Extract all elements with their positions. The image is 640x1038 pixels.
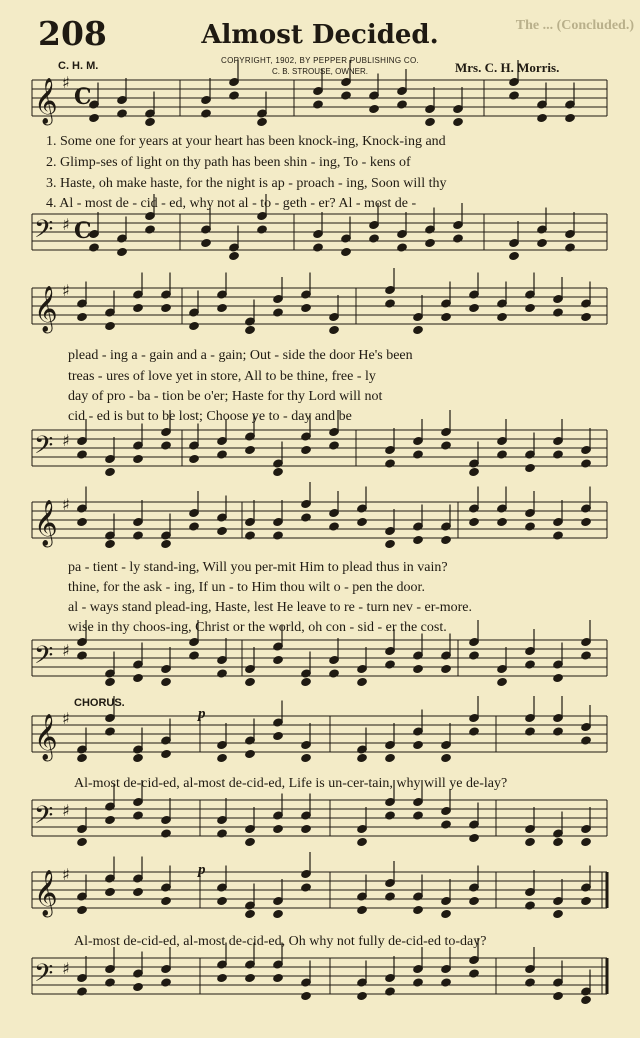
notehead: [357, 753, 368, 762]
notehead: [441, 441, 452, 450]
notehead: [301, 513, 312, 522]
notehead: [441, 820, 452, 829]
notehead: [105, 887, 116, 896]
notehead: [245, 677, 256, 686]
hymn-number: 208: [38, 14, 107, 53]
notehead: [329, 325, 340, 334]
notehead: [385, 660, 396, 669]
notehead: [133, 531, 144, 540]
notehead: [469, 969, 480, 978]
notehead: [161, 978, 172, 987]
notehead: [509, 91, 520, 100]
chorus-line-1: Al-most de-cid-ed, al-most de-cid-ed, Life is un-cer-tain, why will ye de-lay?: [74, 776, 508, 791]
notehead: [357, 517, 368, 526]
notehead: [525, 727, 536, 736]
notehead: [313, 243, 324, 252]
notehead: [385, 299, 396, 308]
notehead: [245, 531, 256, 540]
notehead: [189, 522, 200, 531]
notehead: [329, 669, 340, 678]
chorus-label: CHORUS.: [74, 697, 125, 709]
notehead: [553, 531, 564, 540]
notehead: [453, 234, 464, 243]
key-signature-sharp-icon: ♯: [62, 495, 70, 514]
notehead: [581, 312, 592, 321]
key-signature-sharp-icon: ♯: [62, 73, 70, 92]
key-signature-sharp-icon: ♯: [62, 959, 70, 978]
treble-clef-icon: 𝄞: [34, 714, 58, 760]
notehead: [413, 740, 424, 749]
notehead: [217, 896, 228, 905]
notehead: [469, 727, 480, 736]
treble-clef-icon: 𝄞: [34, 286, 58, 332]
notehead: [245, 445, 256, 454]
notehead: [469, 896, 480, 905]
notehead: [413, 664, 424, 673]
notehead: [369, 234, 380, 243]
key-signature-sharp-icon: ♯: [62, 641, 70, 660]
notehead: [581, 896, 592, 905]
notehead: [117, 109, 128, 118]
notehead: [413, 535, 424, 544]
notehead: [413, 905, 424, 914]
notehead: [581, 995, 592, 1004]
notehead: [133, 454, 144, 463]
notehead: [469, 833, 480, 842]
notehead: [581, 651, 592, 660]
treble-clef-icon: 𝄞: [34, 500, 58, 546]
notehead: [273, 909, 284, 918]
bass-clef-icon: 𝄢: [34, 641, 54, 676]
treble-clef-icon: 𝄞: [34, 78, 58, 124]
notehead: [133, 753, 144, 762]
notehead: [301, 753, 312, 762]
notehead: [425, 117, 436, 126]
bass-clef-icon: 𝄢: [34, 215, 54, 250]
notehead: [105, 539, 116, 548]
notehead: [385, 987, 396, 996]
notehead: [161, 539, 172, 548]
verse-1-line-3: pa - tient - ly stand-ing, Will you per-mit Him to plead thus in vain?: [68, 560, 448, 575]
notehead: [441, 978, 452, 987]
key-signature-sharp-icon: ♯: [62, 431, 70, 450]
notehead: [133, 303, 144, 312]
treble-clef-icon: 𝄞: [34, 870, 58, 916]
notehead: [105, 321, 116, 330]
notehead: [397, 243, 408, 252]
notehead: [301, 991, 312, 1000]
notehead: [525, 660, 536, 669]
notehead: [77, 753, 88, 762]
notehead: [385, 811, 396, 820]
notehead: [581, 517, 592, 526]
notehead: [217, 829, 228, 838]
notehead: [217, 973, 228, 982]
notehead: [273, 973, 284, 982]
notehead: [245, 749, 256, 758]
notehead: [497, 517, 508, 526]
hymn-title: Almost Decided.: [201, 20, 439, 50]
notehead: [217, 669, 228, 678]
notehead: [441, 909, 452, 918]
notehead: [581, 736, 592, 745]
notehead: [77, 517, 88, 526]
notehead: [469, 303, 480, 312]
copyright-line: COPYRIGHT, 1902, BY PEPPER PUBLISHING CO.: [221, 56, 419, 65]
notehead: [161, 441, 172, 450]
notehead: [217, 303, 228, 312]
notehead: [105, 815, 116, 824]
notehead: [77, 450, 88, 459]
notehead: [161, 303, 172, 312]
notehead: [217, 753, 228, 762]
notehead: [357, 991, 368, 1000]
notehead: [229, 251, 240, 260]
notehead: [385, 892, 396, 901]
notehead: [273, 467, 284, 476]
notehead: [133, 982, 144, 991]
verse-2-line-2: treas - ures of love yet in store, All to be thine, free - ly: [68, 369, 376, 384]
key-signature-sharp-icon: ♯: [62, 865, 70, 884]
verse-4-line-2: cid - ed is but to be lost; Choose ye to - day and be: [68, 409, 352, 424]
notehead: [441, 753, 452, 762]
notehead: [89, 243, 100, 252]
dynamic-piano-2: p: [198, 862, 206, 878]
notehead: [453, 117, 464, 126]
notehead: [497, 450, 508, 459]
notehead: [77, 837, 88, 846]
notehead: [565, 113, 576, 122]
notehead: [301, 883, 312, 892]
notehead: [161, 829, 172, 838]
notehead: [497, 677, 508, 686]
notehead: [553, 450, 564, 459]
notehead: [581, 837, 592, 846]
notehead: [413, 450, 424, 459]
notehead: [565, 243, 576, 252]
notehead: [553, 991, 564, 1000]
notehead: [441, 535, 452, 544]
notehead: [245, 909, 256, 918]
notehead: [385, 753, 396, 762]
bass-clef-icon: 𝄢: [34, 801, 54, 836]
notehead: [189, 454, 200, 463]
notehead: [469, 467, 480, 476]
notehead: [245, 325, 256, 334]
notehead: [553, 727, 564, 736]
verse-3-line-2: day of pro - ba - tion be o'er; Haste for thy Lord will not: [68, 389, 383, 404]
notehead: [77, 905, 88, 914]
notehead: [217, 526, 228, 535]
dynamic-piano-1: p: [198, 706, 206, 722]
notehead: [441, 312, 452, 321]
notehead: [441, 664, 452, 673]
notehead: [145, 225, 156, 234]
notehead: [161, 749, 172, 758]
notehead: [133, 811, 144, 820]
chorus-line-2: Al-most de-cid-ed, al-most de-cid-ed, Oh why not fully de-cid-ed to-day?: [74, 934, 487, 949]
key-signature-sharp-icon: ♯: [62, 215, 70, 234]
notehead: [189, 651, 200, 660]
verse-1-line-1: 1. Some one for years at your heart has been knock-ing, Knock-ing and: [46, 134, 446, 149]
notehead: [537, 113, 548, 122]
key-signature-sharp-icon: ♯: [62, 709, 70, 728]
notehead: [301, 303, 312, 312]
notehead: [525, 837, 536, 846]
notehead: [425, 238, 436, 247]
notehead: [245, 837, 256, 846]
notehead: [133, 887, 144, 896]
notehead: [105, 467, 116, 476]
notehead: [201, 238, 212, 247]
notehead: [581, 459, 592, 468]
verse-3-line-1: 3. Haste, oh make haste, for the night is ap - proach - ing, Soon will thy: [46, 176, 447, 191]
verse-4-line-3: wise in thy choos-ing, Christ or the world, oh con - sid - er the cost.: [68, 620, 447, 635]
owner-line: C. B. STROUSE, OWNER.: [271, 67, 368, 76]
notehead: [553, 308, 564, 317]
notehead: [341, 247, 352, 256]
notehead: [201, 109, 212, 118]
notehead: [133, 673, 144, 682]
notehead: [301, 445, 312, 454]
notehead: [329, 441, 340, 450]
notehead: [273, 731, 284, 740]
notehead: [413, 325, 424, 334]
notehead: [257, 225, 268, 234]
notehead: [301, 677, 312, 686]
notehead: [273, 308, 284, 317]
notehead: [301, 824, 312, 833]
notehead: [385, 539, 396, 548]
notehead: [273, 531, 284, 540]
notehead: [525, 303, 536, 312]
notehead: [397, 100, 408, 109]
verse-2-line-1: 2. Glimp-ses of light on thy path has been shin - ing, To - kens of: [46, 155, 411, 170]
bass-clef-icon: 𝄢: [34, 431, 54, 466]
notehead: [105, 727, 116, 736]
key-signature-sharp-icon: ♯: [62, 281, 70, 300]
notehead: [525, 901, 536, 910]
notehead: [217, 450, 228, 459]
notehead: [525, 463, 536, 472]
notehead: [413, 978, 424, 987]
notehead: [469, 651, 480, 660]
notehead: [553, 837, 564, 846]
common-time-icon: C: [74, 84, 92, 110]
author-credit: Mrs. C. H. Morris.: [455, 60, 560, 75]
notehead: [105, 677, 116, 686]
notehead: [357, 905, 368, 914]
notehead: [161, 677, 172, 686]
bleed-through-header: The ... (Concluded.): [515, 18, 634, 33]
notehead: [161, 896, 172, 905]
notehead: [537, 238, 548, 247]
composer-credit: C. H. M.: [58, 60, 99, 72]
notehead: [497, 312, 508, 321]
verse-4-line-1: 4. Al - most de - cid - ed, why not al - to - geth - er? Al - most de -: [46, 196, 417, 211]
notehead: [257, 117, 268, 126]
notehead: [229, 91, 240, 100]
notehead: [313, 100, 324, 109]
verse-2-line-3: thine, for the ask - ing, If un - to Him thou wilt o - pen the door.: [68, 580, 425, 595]
key-signature-sharp-icon: ♯: [62, 801, 70, 820]
notehead: [145, 117, 156, 126]
notehead: [553, 909, 564, 918]
common-time-icon: C: [74, 218, 92, 244]
notehead: [553, 673, 564, 682]
notehead: [117, 247, 128, 256]
notehead: [469, 517, 480, 526]
notehead: [77, 651, 88, 660]
notehead: [189, 321, 200, 330]
notehead: [357, 677, 368, 686]
bass-clef-icon: 𝄢: [34, 959, 54, 994]
notehead: [413, 811, 424, 820]
notehead: [525, 522, 536, 531]
notehead: [77, 987, 88, 996]
verse-1-line-2: plead - ing a - gain and a - gain; Out - side the door He's been: [68, 348, 413, 363]
verse-3-line-3: al - ways stand plead-ing, Haste, lest He leave to re - turn nev - er-more.: [68, 600, 473, 615]
notehead: [273, 824, 284, 833]
notehead: [525, 978, 536, 987]
notehead: [357, 837, 368, 846]
notehead: [385, 459, 396, 468]
notehead: [273, 655, 284, 664]
notehead: [245, 973, 256, 982]
notehead: [369, 104, 380, 113]
notehead: [89, 113, 100, 122]
notehead: [77, 312, 88, 321]
notehead: [509, 251, 520, 260]
notehead: [329, 522, 340, 531]
notehead: [341, 91, 352, 100]
notehead: [105, 978, 116, 987]
